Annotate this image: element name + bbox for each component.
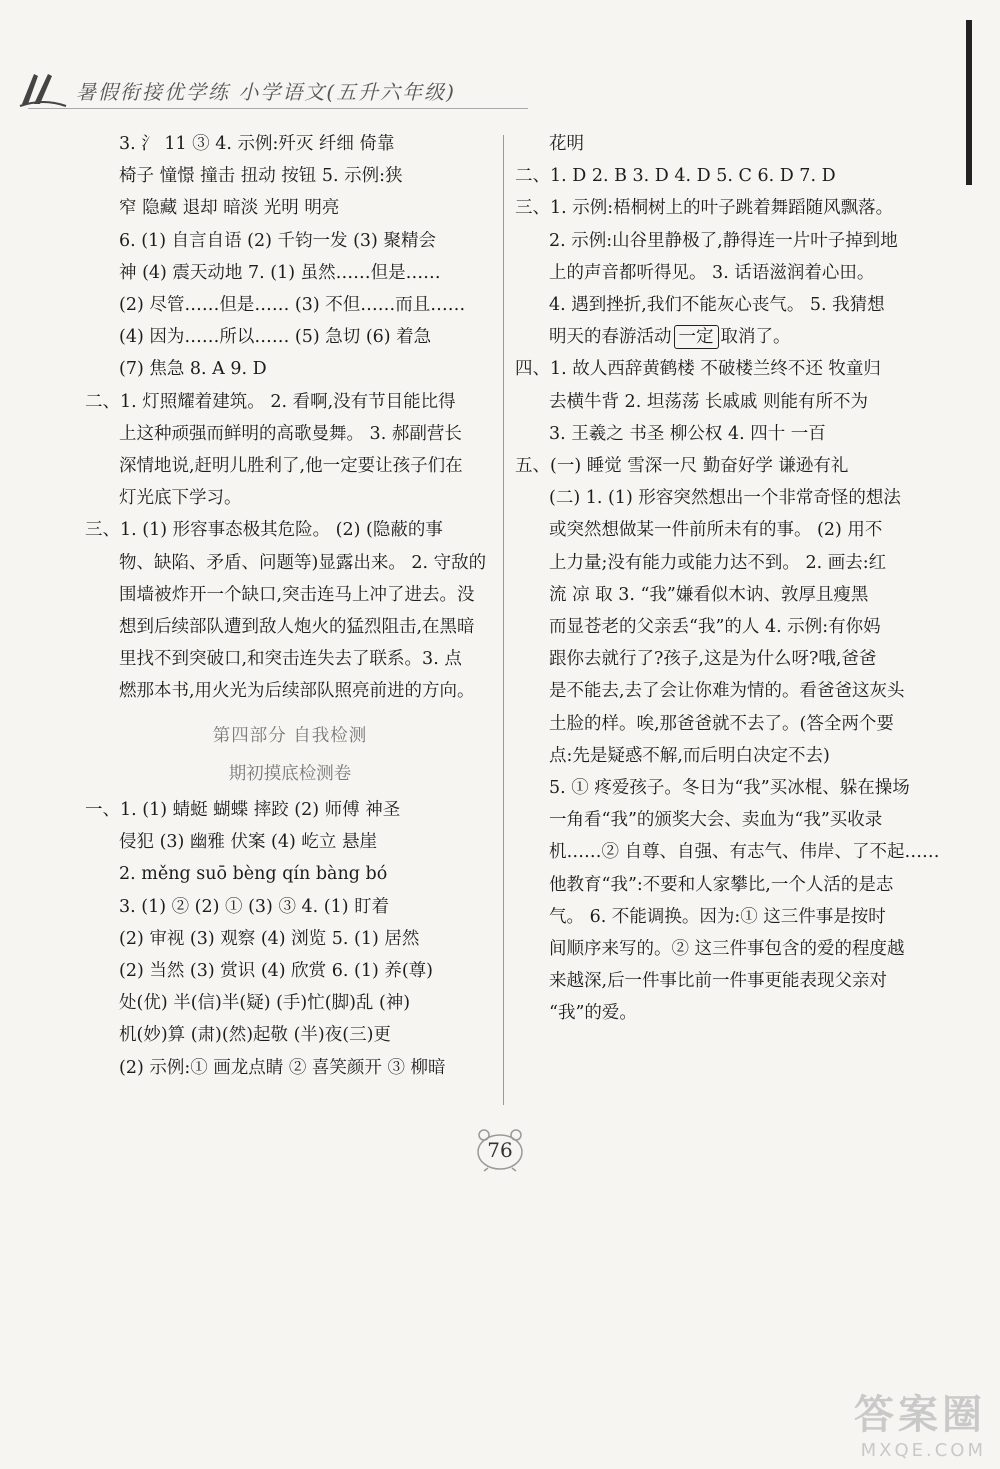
answer-line: 机……② 自尊、自强、有志气、伟岸、了不起…… [549, 842, 940, 863]
answer-line: 花明 [549, 134, 584, 154]
answer-line: 他教育“我”:不要和人家攀比,一个人活的是志 [549, 874, 894, 895]
answer-line: 气。 6. 不能调换。因为:① 这三件事是按时 [549, 906, 886, 927]
answer-line: 流 凉 取 3. “我”嫌看似木讷、敦厚且瘦黑 [549, 584, 869, 605]
answer-line: 是不能去,去了会让你难为情的。看爸爸这灰头 [549, 681, 905, 702]
answer-line: 燃那本书,用火光为后续部队照亮前进的方向。 [119, 681, 475, 702]
answer-line: 4. 遇到挫折,我们不能灰心丧气。 5. 我猜想 [549, 295, 885, 316]
page-number-text: 76 [487, 1138, 513, 1162]
watermark-logo [854, 1383, 986, 1461]
correction-before: 明天的春游活动 [549, 327, 672, 348]
answer-line: 三、1. (1) 形容事态极其危险。 (2) (隐蔽的事 [85, 520, 443, 541]
answer-line: 点:先是疑惑不解,而后明白决定不去) [549, 745, 830, 766]
header-title: 暑假衔接优学练 小学语文(五升六年级) [76, 80, 456, 104]
answer-line: (2) 示例:① 画龙点睛 ② 喜笑颜开 ③ 柳暗 [119, 1057, 446, 1078]
answer-line: 5. ① 疼爱孩子。冬日为“我”买冰棍、躲在操场 [549, 778, 910, 799]
answer-line: 四、1. 故人西辞黄鹤楼 不破楼兰终不还 牧童归 [515, 359, 881, 380]
answer-line: 去横牛背 2. 坦荡荡 长戚戚 则能有所不为 [549, 391, 868, 412]
answer-line: 想到后续部队遭到敌人炮火的猛烈阻击,在黑暗 [119, 617, 475, 638]
left-column [85, 128, 495, 1084]
section-title: 第四部分 自我检测 [212, 725, 368, 746]
header-rule [28, 108, 528, 109]
answer-line: 或突然想做某一件前所未有的事。 (2) 用不 [549, 520, 883, 541]
page-number [470, 1128, 530, 1172]
answer-line: 而显苍老的父亲丢“我”的人 4. 示例:有你妈 [549, 617, 881, 638]
answer-line: (2) 审视 (3) 观察 (4) 浏览 5. (1) 居然 [119, 928, 420, 949]
answer-line: 围墙被炸开一个缺口,突击连马上冲了进去。没 [119, 584, 475, 605]
correction-after: 取消了。 [720, 327, 791, 348]
right-column [515, 128, 940, 1030]
sub-title: 期初摸底检测卷 [228, 763, 352, 784]
answer-line: 处(优) 半(信)半(疑) (手)忙(脚)乱 (神) [119, 993, 411, 1014]
answer-line: 五、(一) 睡觉 雪深一尺 勤奋好学 谦逊有礼 [515, 456, 849, 477]
answer-line: 土脸的样。唉,那爸爸就不去了。(答全两个要 [549, 713, 894, 734]
answer-line: (二) 1. (1) 形容突然想出一个非常奇怪的想法 [549, 488, 901, 509]
watermark-text: 答案圈 [854, 1392, 986, 1438]
book-logo-icon [18, 70, 68, 110]
answer-line: 来越深,后一件事比前一件事更能表现父亲对 [549, 971, 888, 992]
column-divider [503, 135, 504, 1105]
answer-line: 二、1. 灯照耀着建筑。 2. 看啊,没有节目能比得 [85, 391, 456, 412]
answer-line: 一、1. (1) 蜻蜓 蝴蝶 摔跤 (2) 师傅 神圣 [85, 800, 401, 821]
answer-line: 3. 王羲之 书圣 柳公权 4. 四十 一百 [549, 423, 826, 444]
answer-line: (7) 焦急 8. A 9. D [119, 359, 267, 380]
answer-line: 2. měng suō bèng qín bàng bó [119, 864, 388, 885]
answer-line: 窄 隐藏 退却 暗淡 光明 明亮 [119, 198, 340, 219]
correction-insert-box: 一定 [674, 325, 719, 349]
answer-line: (2) 尽管……但是…… (3) 不但……而且…… [119, 295, 466, 316]
answer-line: 物、缺陷、矛盾、问题等)显露出来。 2. 守敌的 [119, 552, 487, 573]
answer-line: 二、1. D 2. B 3. D 4. D 5. C 6. D 7. D [515, 166, 836, 187]
correction-line [515, 321, 910, 353]
answer-line: 神 (4) 震天动地 7. (1) 虽然……但是…… [119, 262, 441, 283]
answer-line: 里找不到突破口,和突击连失去了联系。3. 点 [119, 649, 462, 670]
page-edge-mark [966, 20, 972, 185]
answer-line: (4) 因为……所以…… (5) 急切 (6) 着急 [119, 327, 432, 348]
answer-line: 一角看“我”的颁奖大会、卖血为“我”买收录 [549, 810, 883, 831]
answer-line: 三、1. 示例:梧桐树上的叶子跳着舞蹈随风飘落。 [515, 198, 894, 219]
answer-line: 上的声音都听得见。 3. 话语滋润着心田。 [549, 262, 875, 283]
answer-line: 6. (1) 自言自语 (2) 千钧一发 (3) 聚精会 [119, 230, 436, 251]
answer-line: 深情地说,赶明儿胜利了,他一定要让孩子们在 [119, 456, 463, 477]
answer-line: 椅子 憧憬 撞击 扭动 按钮 5. 示例:狭 [119, 166, 403, 187]
answer-line: 侵犯 (3) 幽雅 伏案 (4) 屹立 悬崖 [119, 832, 377, 853]
answer-line: (2) 当然 (3) 赏识 (4) 欣赏 6. (1) 养(尊) [119, 961, 434, 982]
answer-line: 上这种顽强而鲜明的高歌曼舞。 3. 郝副营长 [119, 423, 462, 444]
answer-line: 间顺序来写的。② 这三件事包含的爱的程度越 [549, 939, 905, 960]
page-header [18, 62, 538, 122]
answer-line: 3. (1) ② (2) ① (3) ③ 4. (1) 盯着 [119, 896, 390, 917]
answer-line: “我”的爱。 [549, 1003, 637, 1024]
answer-line: 跟你去就行了?孩子,这是为什么呀?哦,爸爸 [549, 649, 877, 670]
answer-line: 机(妙)算 (肃)(然)起敬 (半)夜(三)更 [119, 1025, 391, 1046]
answer-line: 3. 氵 11 ③ 4. 示例:歼灭 纤细 倚靠 [119, 134, 395, 154]
answer-line: 灯光底下学习。 [119, 488, 242, 509]
answer-line: 2. 示例:山谷里静极了,静得连一片叶子掉到地 [549, 230, 898, 251]
answer-line: 上力量;没有能力或能力达不到。 2. 画去:红 [549, 552, 887, 573]
watermark-url: MXQE.COM [860, 1440, 986, 1461]
